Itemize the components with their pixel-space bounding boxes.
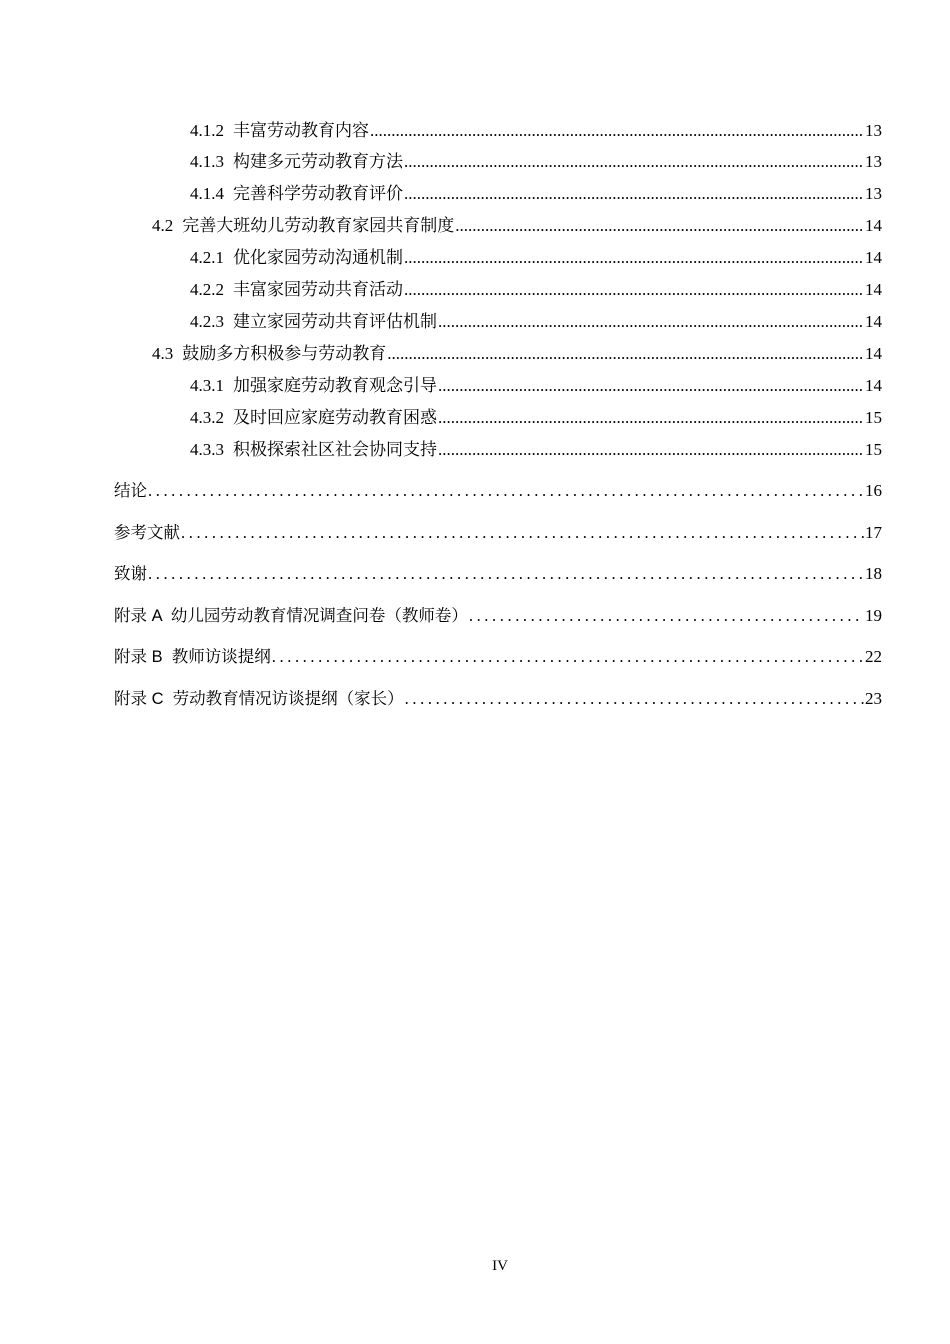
toc-leader-dots [370,121,864,141]
toc-entry-4-1-4[interactable] [190,184,882,204]
toc-entry-page: 13 [865,152,882,171]
toc-entry-page: 17 [865,523,882,542]
page-number-footer: IV [492,1258,508,1274]
toc-leader-dots [272,647,864,667]
toc-entry-title: 积极探索社区社会协同支持 [233,440,437,459]
toc-entry-page: 14 [865,312,882,331]
toc-entry-title: 附录 B 教师访谈提纲 [114,648,271,666]
toc-entry-page: 15 [865,408,882,427]
toc-leader-dots [404,280,864,300]
toc-entry-title: 附录 C 劳动教育情况访谈提纲（家长） [114,690,404,708]
toc-entry-acknowledgements[interactable] [114,564,882,584]
toc-entry-title: 结论 [114,482,147,500]
toc-entry-conclusion[interactable] [114,481,882,501]
toc-entry-page: 14 [865,376,882,395]
toc-leader-dots [148,564,864,584]
toc-entry-title: 丰富家园劳动共育活动 [233,280,403,299]
toc-entry-page: 18 [865,564,882,583]
toc-entry-appendix-c[interactable] [114,689,882,709]
toc-entry-page: 14 [865,344,882,363]
toc-entry-title: 建立家园劳动共育评估机制 [233,312,437,331]
toc-entry-title: 及时回应家庭劳动教育困惑 [233,408,437,427]
toc-entry-page: 14 [865,280,882,299]
toc-entry-appendix-b[interactable] [114,647,882,667]
toc-entry-number: 4.1.4 [190,184,224,203]
toc-entry-title: 加强家庭劳动教育观念引导 [233,376,437,395]
toc-entry-4-1-2[interactable] [190,121,882,141]
toc-leader-dots [148,481,864,501]
toc-leader-dots [455,216,864,236]
toc-entry-4-3-1[interactable] [190,376,882,396]
toc-entry-page: 15 [865,440,882,459]
toc-leader-dots [438,376,864,396]
toc-entry-page: 22 [865,647,882,666]
toc-entry-title: 附录 A 幼儿园劳动教育情况调查问卷（教师卷） [114,607,468,625]
toc-entry-4-2-2[interactable] [190,280,882,300]
toc-entry-title: 完善科学劳动教育评价 [233,184,403,203]
toc-leader-dots [387,344,864,364]
toc-entry-4-3-2[interactable] [190,408,882,428]
toc-leader-dots [438,312,864,332]
toc-entry-number: 4.3.2 [190,408,224,427]
toc-leader-dots [181,523,864,543]
toc-leader-dots [438,408,864,428]
toc-entry-4-2[interactable] [152,216,882,236]
toc-entry-page: 13 [865,184,882,203]
toc-entry-number: 4.3.3 [190,440,224,459]
toc-entry-page: 14 [865,216,882,235]
toc-leader-dots [469,606,864,626]
toc-entry-title: 致谢 [114,565,147,583]
toc-entry-appendix-a[interactable] [114,606,882,626]
toc-entry-title: 完善大班幼儿劳动教育家园共育制度 [182,216,455,235]
toc-entry-page: 19 [865,606,882,625]
toc-entry-title: 鼓励多方积极参与劳动教育 [182,344,387,363]
toc-entry-title: 参考文献 [114,524,180,542]
toc-entry-4-2-3[interactable] [190,312,882,332]
toc-entry-page: 14 [865,248,882,267]
toc-entry-4-2-1[interactable] [190,248,882,268]
toc-entry-4-3-3[interactable] [190,440,882,460]
toc-entry-4-3[interactable] [152,344,882,364]
toc-leader-dots [404,248,864,268]
toc-entry-number: 4.2.2 [190,280,224,299]
toc-entry-number: 4.3.1 [190,376,224,395]
toc-entry-4-1-3[interactable] [190,152,882,172]
toc-entry-number: 4.2.3 [190,312,224,331]
toc-entry-title: 丰富劳动教育内容 [233,121,369,140]
toc-entry-page: 23 [865,689,882,708]
toc-entry-title: 构建多元劳动教育方法 [233,152,403,171]
toc-entry-number: 4.3 [152,344,174,363]
toc-entry-number: 4.1.2 [190,121,224,140]
toc-entry-references[interactable] [114,523,882,543]
toc-entry-page: 13 [865,121,882,140]
toc-leader-dots [405,689,864,709]
toc-entry-number: 4.2 [152,216,174,235]
toc-leader-dots [438,440,864,460]
toc-entry-number: 4.1.3 [190,152,224,171]
toc-leader-dots [404,184,864,204]
toc-leader-dots [404,152,864,172]
toc-entry-number: 4.2.1 [190,248,224,267]
toc-entry-title: 优化家园劳动沟通机制 [233,248,403,267]
toc-entry-page: 16 [865,481,882,500]
